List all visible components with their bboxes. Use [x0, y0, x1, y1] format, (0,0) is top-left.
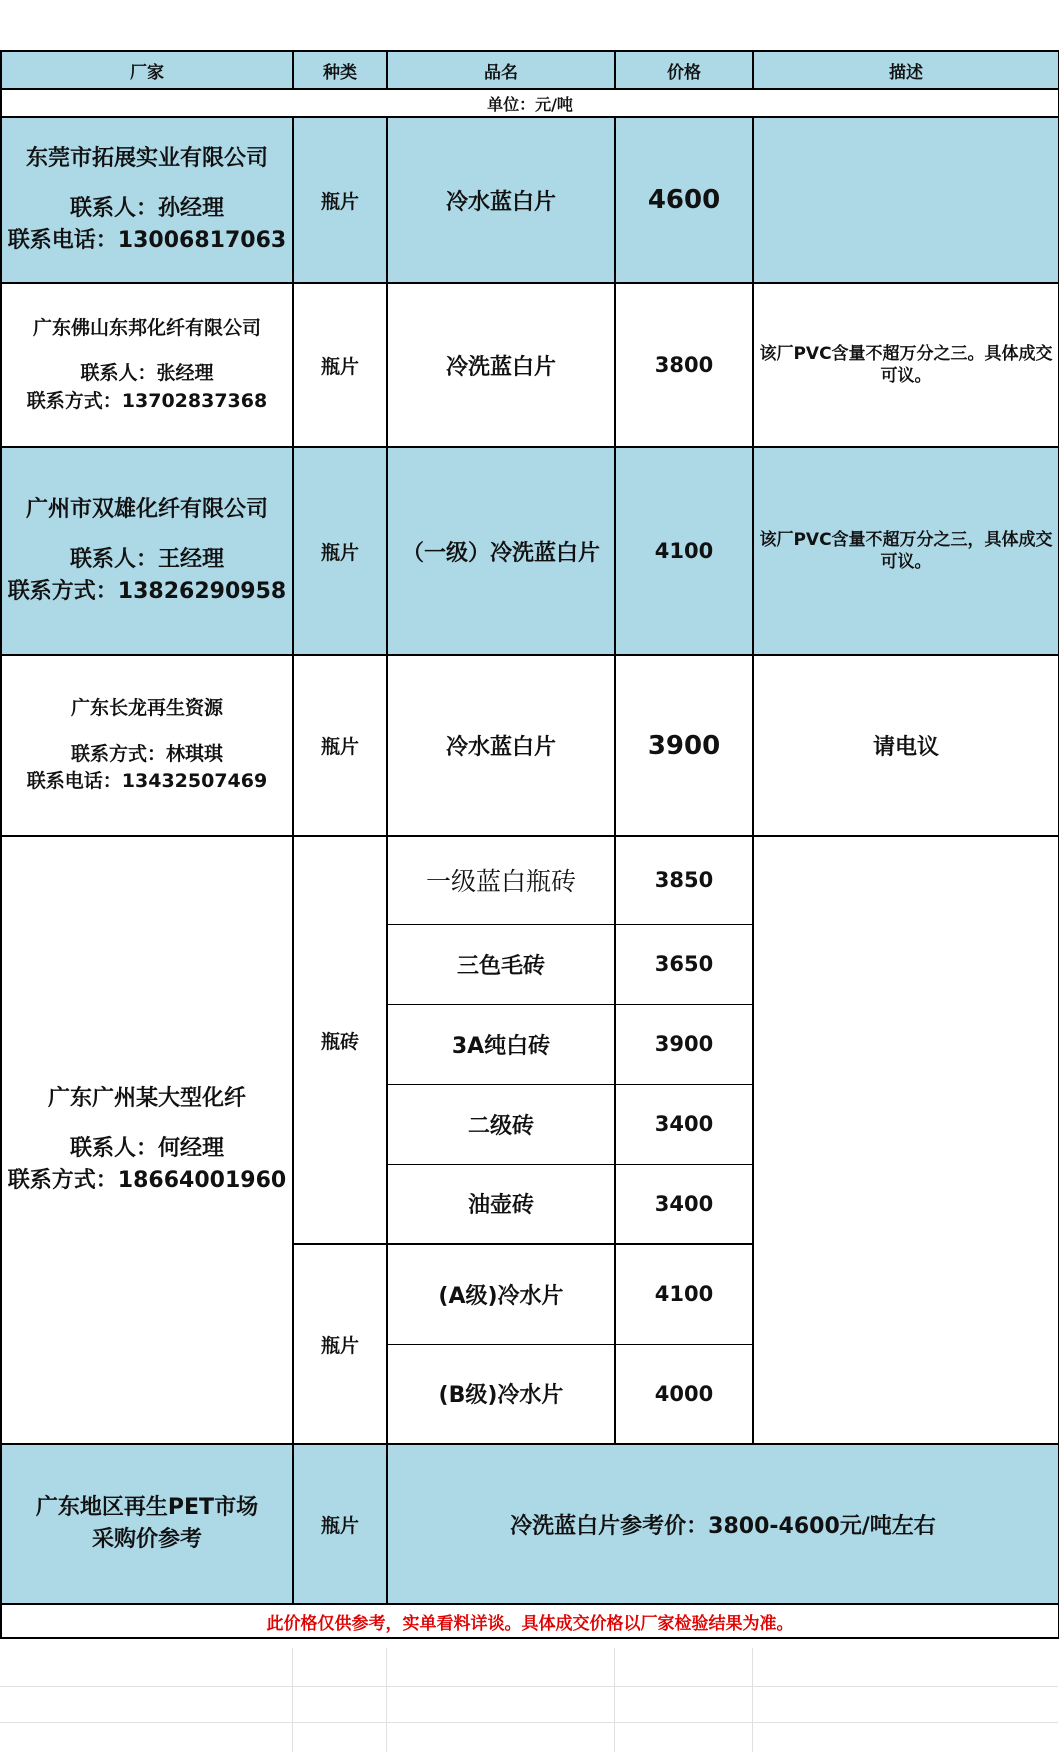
factory-phone: 联系方式：18664001960: [7, 1167, 287, 1193]
factory-contact: 联系方式：林琪琪: [70, 742, 223, 765]
table-row: [1, 447, 1059, 655]
price-cell: 3900: [615, 655, 753, 836]
header-category: 种类: [293, 51, 387, 89]
factory-cell: [1, 117, 293, 283]
price-cell: 3400: [615, 1084, 753, 1164]
table-row: [1, 283, 1059, 447]
factory-cell: [1, 283, 293, 447]
footer-note: 此价格仅供参考，实单看料详谈。具体成交价格以厂家检验结果为准。: [1, 1604, 1059, 1638]
price-cell: 3400: [615, 1164, 753, 1244]
price-cell: 4100: [615, 1244, 753, 1344]
summary-label-line2: 采购价参考: [91, 1527, 202, 1552]
header-row: [1, 51, 1059, 89]
factory-cell: [1, 447, 293, 655]
factory-phone: 联系方式：13826290958: [7, 578, 287, 604]
factory-cell: [1, 836, 293, 1444]
price-cell: 3800: [615, 283, 753, 447]
summary-category: 瓶片: [293, 1444, 387, 1604]
product-cell: (B级)冷水片: [387, 1344, 615, 1444]
factory-name: 广东广州某大型化纤: [47, 1086, 246, 1112]
price-table: [0, 50, 1059, 1639]
summary-label-cell: [1, 1444, 293, 1604]
price-cell: 3650: [615, 924, 753, 1004]
description-cell: [753, 836, 1059, 1444]
product-cell: 冷水蓝白片: [387, 655, 615, 836]
description-cell: 请电议: [753, 655, 1059, 836]
product-cell: (A级)冷水片: [387, 1244, 615, 1344]
summary-label-line1: 广东地区再生PET市场: [35, 1495, 259, 1521]
header-description: 描述: [753, 51, 1059, 89]
product-cell: 3A纯白砖: [387, 1004, 615, 1084]
header-factory: 厂家: [1, 51, 293, 89]
factory-name: 广东长龙再生资源: [70, 697, 223, 720]
product-cell: 二级砖: [387, 1084, 615, 1164]
factory-phone: 联系电话：13432507469: [26, 770, 268, 793]
table-row: [1, 836, 1059, 924]
price-cell: 3900: [615, 1004, 753, 1084]
factory-contact: 联系人：孙经理: [69, 196, 224, 222]
description-cell: 该厂PVC含量不超万分之三。具体成交可议。: [753, 283, 1059, 447]
product-cell: 冷洗蓝白片: [387, 283, 615, 447]
factory-name: 广东佛山东邦化纤有限公司: [32, 316, 261, 339]
unit-row: [1, 89, 1059, 117]
product-cell: 冷水蓝白片: [387, 117, 615, 283]
description-cell: 该厂PVC含量不超万分之三，具体成交可议。: [753, 447, 1059, 655]
unit-label: 单位：元/吨: [1, 89, 1059, 117]
price-cell: 3850: [615, 836, 753, 924]
factory-name: 东莞市拓展实业有限公司: [25, 146, 268, 172]
summary-text: 冷洗蓝白片参考价：3800-4600元/吨左右: [387, 1444, 1059, 1604]
factory-cell: [1, 655, 293, 836]
description-cell: [753, 117, 1059, 283]
product-cell: 三色毛砖: [387, 924, 615, 1004]
factory-name: 广州市双雄化纤有限公司: [25, 497, 268, 523]
header-price: 价格: [615, 51, 753, 89]
table-row: [1, 117, 1059, 283]
factory-phone: 联系电话：13006817063: [7, 227, 287, 253]
category-cell: 瓶片: [293, 447, 387, 655]
table-row: [1, 655, 1059, 836]
product-cell: （一级）冷洗蓝白片: [387, 447, 615, 655]
category-cell: 瓶片: [293, 117, 387, 283]
product-cell: 油壶砖: [387, 1164, 615, 1244]
price-cell: 4000: [615, 1344, 753, 1444]
category-cell-bricks: 瓶砖: [293, 836, 387, 1244]
category-cell: 瓶片: [293, 655, 387, 836]
category-cell: 瓶片: [293, 283, 387, 447]
summary-row: [1, 1444, 1059, 1604]
factory-phone: 联系方式：13702837368: [26, 389, 268, 412]
empty-grid: [0, 1648, 1058, 1752]
header-product: 品名: [387, 51, 615, 89]
price-cell: 4600: [615, 117, 753, 283]
product-cell: 一级蓝白瓶砖: [387, 836, 615, 924]
note-row: [1, 1604, 1059, 1638]
factory-contact: 联系人：张经理: [80, 362, 214, 385]
category-cell-flakes: 瓶片: [293, 1244, 387, 1444]
factory-contact: 联系人：王经理: [69, 547, 224, 573]
factory-contact: 联系人：何经理: [69, 1136, 224, 1162]
price-cell: 4100: [615, 447, 753, 655]
